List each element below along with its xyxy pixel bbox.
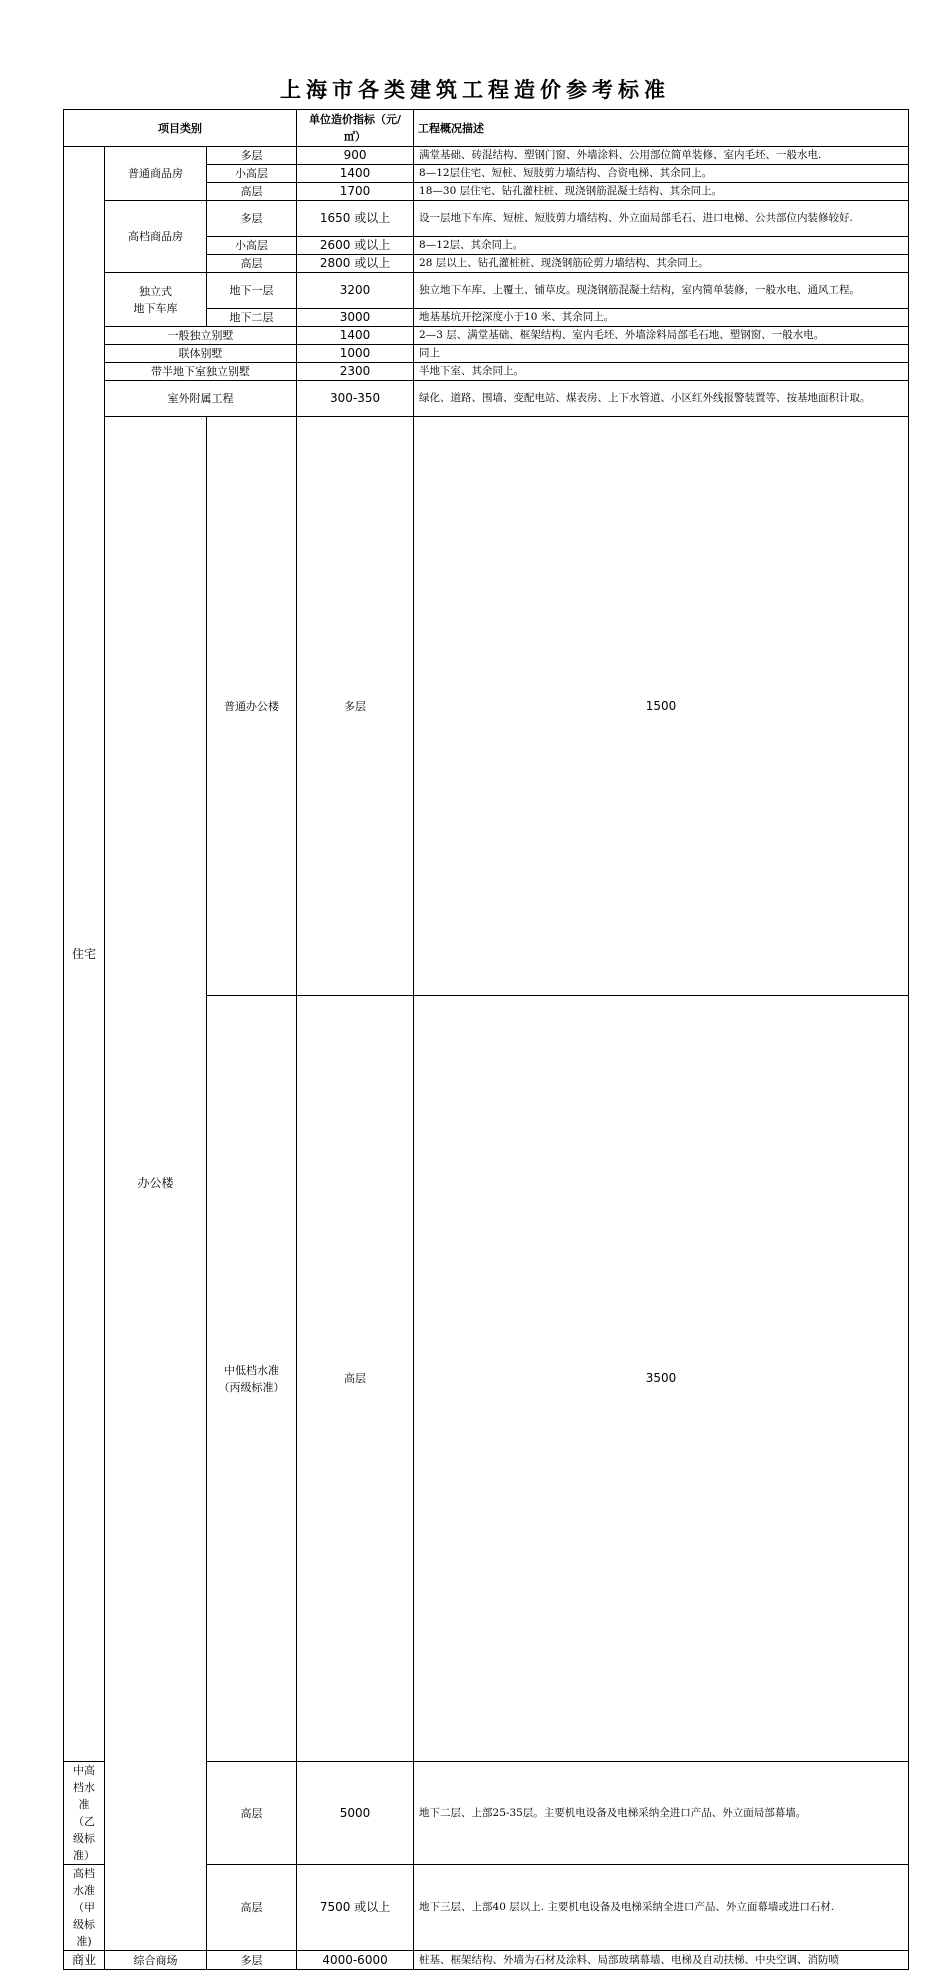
subgroup-underground-garage xyxy=(105,273,207,327)
unit-price: 1400 xyxy=(297,165,414,183)
description: 绿化、道路、围墙、变配电站、煤表房、上下水管道、小区红外线报警装置等、按基地面积计取。 xyxy=(414,381,909,417)
floor-type: 地下二层 xyxy=(207,309,297,327)
unit-price: 300-350 xyxy=(297,381,414,417)
description: 桩基、框架结构、外墙为石材及涂料、局部玻璃幕墙、电梯及自动扶梯、中央空调、消防喷 xyxy=(419,1953,840,1966)
header-category: 项目类别 xyxy=(64,110,297,147)
table-row xyxy=(64,363,909,381)
description: 同上 xyxy=(414,345,909,363)
floor-type: 多层 xyxy=(207,201,297,237)
commercial-type: 综合商场 xyxy=(105,1951,207,1970)
unit-price: 1000 xyxy=(297,345,414,363)
description: 满堂基础、砖混结构、塑钢门窗、外墙涂料、公用部位简单装修、室内毛坯、一般水电. xyxy=(414,147,909,165)
floor-type: 多层 xyxy=(207,147,297,165)
villa-type: 带半地下室独立别墅 xyxy=(105,363,297,381)
office-grade-name: 普通办公楼 xyxy=(224,699,280,713)
table-row xyxy=(64,201,909,237)
office-grade xyxy=(64,1762,105,1865)
office-grade-standard: （乙级标准） xyxy=(73,1815,95,1862)
unit-price: 3500 xyxy=(414,996,909,1762)
description: 半地下室、其余同上。 xyxy=(414,363,909,381)
unit-price: 1400 xyxy=(297,327,414,345)
unit-price: 3200 xyxy=(297,273,414,309)
description: 独立地下车库、上覆土、铺草皮。现浇钢筋混凝土结构，室内简单装修，一般水电、通风工程。 xyxy=(414,273,909,309)
office-grade xyxy=(207,996,297,1762)
floor-type: 多层 xyxy=(207,1951,297,1970)
office-grade-name: 中高档水准 xyxy=(73,1764,95,1811)
subgroup-ordinary-housing: 普通商品房 xyxy=(105,147,207,201)
villa-type: 一般独立别墅 xyxy=(105,327,297,345)
unit-price: 2300 xyxy=(297,363,414,381)
unit-price: 5000 xyxy=(297,1762,414,1865)
unit-price: 1500 xyxy=(414,417,909,996)
table-row xyxy=(64,147,909,165)
floor-type: 高层 xyxy=(207,255,297,273)
floor-type: 高层 xyxy=(207,1762,297,1865)
unit-price: 7500 或以上 xyxy=(297,1865,414,1951)
floor-type: 小高层 xyxy=(207,165,297,183)
subgroup-premium-housing: 高档商品房 xyxy=(105,201,207,273)
group-residential: 住宅 xyxy=(64,147,105,1762)
group-office: 办公楼 xyxy=(105,417,207,1951)
header-description: 工程概况描述 xyxy=(414,110,909,147)
description: 地基基坑开挖深度小于10 米、其余同上。 xyxy=(414,309,909,327)
office-grade-name: 高档水准 xyxy=(73,1867,95,1897)
floor-type: 地下一层 xyxy=(207,273,297,309)
unit-price: 3000 xyxy=(297,309,414,327)
page-title: 上海市各类建筑工程造价参考标准 xyxy=(280,78,670,102)
garage-label-line1: 独立式 xyxy=(139,284,172,298)
unit-price: 2800 或以上 xyxy=(297,255,414,273)
unit-price: 1700 xyxy=(297,183,414,201)
description: 2—3 层、满堂基础、框架结构、室内毛坯、外墙涂料局部毛石地、塑钢窗、一般水电。 xyxy=(414,327,909,345)
table-row xyxy=(64,327,909,345)
floor-type: 高层 xyxy=(207,183,297,201)
table-row xyxy=(64,417,909,996)
unit-price: 4000-6000 xyxy=(297,1951,414,1970)
garage-label-line2: 地下车库 xyxy=(133,301,178,315)
table-row xyxy=(64,345,909,363)
office-grade xyxy=(64,1865,105,1951)
group-commercial: 商业 xyxy=(64,1951,105,1970)
description: 设一层地下车库、短桩、短肢剪力墙结构、外立面局部毛石、进口电梯、公共部位内装修较好. xyxy=(414,201,909,237)
description: 地下三层、上部40 层以上. 主要机电设备及电梯采纳全进口产品、外立面幕墙或进口石材. xyxy=(414,1865,909,1951)
office-grade-name: 中低档水准 xyxy=(224,1363,280,1377)
office-grade-standard: （甲级标准) xyxy=(73,1901,95,1948)
villa-type: 联体别墅 xyxy=(105,345,297,363)
unit-price: 2600 或以上 xyxy=(297,237,414,255)
header-price: 单位造价指标（元/㎡） xyxy=(297,110,414,147)
unit-price: 900 xyxy=(297,147,414,165)
office-grade-standard: （丙级标准） xyxy=(218,1380,285,1394)
cost-standard-table xyxy=(63,109,909,1970)
office-grade xyxy=(207,417,297,996)
header-row xyxy=(64,110,909,147)
table-row xyxy=(64,273,909,309)
table-row xyxy=(64,381,909,417)
description-cell xyxy=(414,1951,909,1970)
description: 18—30 层住宅、钻孔灌柱桩、现浇钢筋混凝土结构、其余同上。 xyxy=(414,183,909,201)
description: 8—12层、其余同上。 xyxy=(414,237,909,255)
floor-type: 高层 xyxy=(297,996,414,1762)
unit-price: 1650 或以上 xyxy=(297,201,414,237)
villa-type: 室外附属工程 xyxy=(105,381,297,417)
floor-type: 小高层 xyxy=(207,237,297,255)
floor-type: 多层 xyxy=(297,417,414,996)
table-row xyxy=(64,1951,909,1970)
description: 8—12层住宅、短桩、短肢剪力墙结构、合资电梯、其余同上。 xyxy=(414,165,909,183)
description: 28 层以上、钻孔灌桩桩、现浇钢筋砼剪力墙结构、其余同上。 xyxy=(414,255,909,273)
floor-type: 高层 xyxy=(207,1865,297,1951)
description: 地下二层、上部25-35层。主要机电设备及电梯采纳全进口产品、外立面局部幕墙。 xyxy=(414,1762,909,1865)
